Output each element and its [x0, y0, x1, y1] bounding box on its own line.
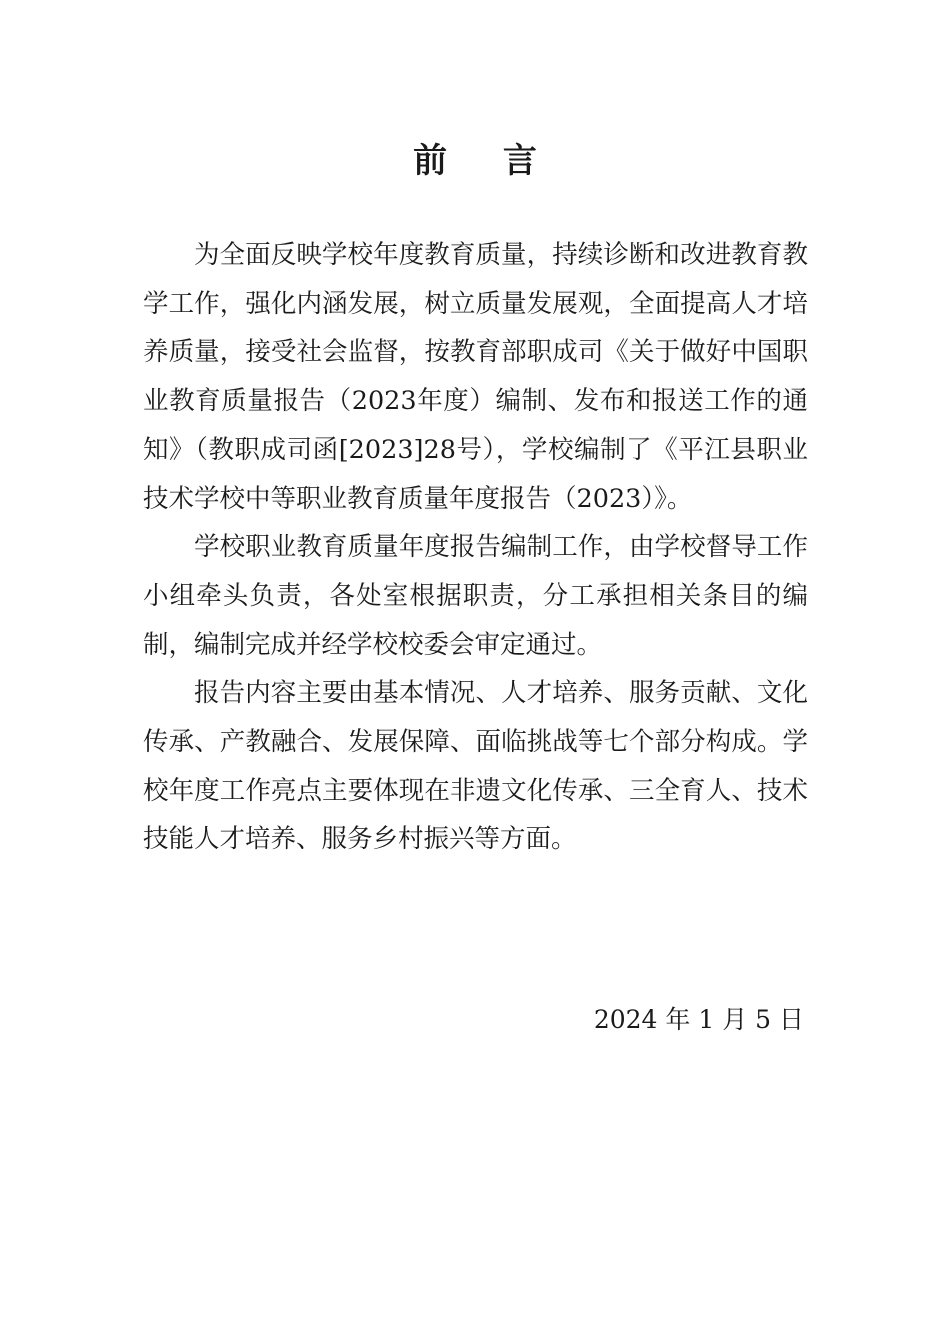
page-title: 前 言 — [413, 140, 559, 181]
paragraph-contents: 报告内容主要由基本情况、人才培养、服务贡献、文化传承、产教融合、发展保障、面临挑战等七个部分构成。学校年度工作亮点主要体现在非遗文化传承、三全育人、技术技能人才培养、服务乡村振兴等方面。 — [143, 678, 808, 855]
preface-body — [143, 231, 808, 864]
paragraph-purpose: 为全面反映学校年度教育质量，持续诊断和改进教育教学工作，强化内涵发展，树立质量发展观，全面提高人才培养质量，接受社会监督，按教育部职成司《关于做好中国职业教育质量报告（2023年度）编制、发布和报送工作的通知》（教职成司函[2023]28号），学校编制了《平江县职业技术学校中等职业教育质量年度报告（2023）》。 — [143, 240, 808, 514]
paragraph-compilation: 学校职业教育质量年度报告编制工作，由学校督导工作小组牵头负责，各处室根据职责，分工承担相关条目的编制，编制完成并经学校校委会审定通过。 — [143, 532, 808, 660]
document-date: 2024 年 1 月 5 日 — [593, 1005, 804, 1034]
